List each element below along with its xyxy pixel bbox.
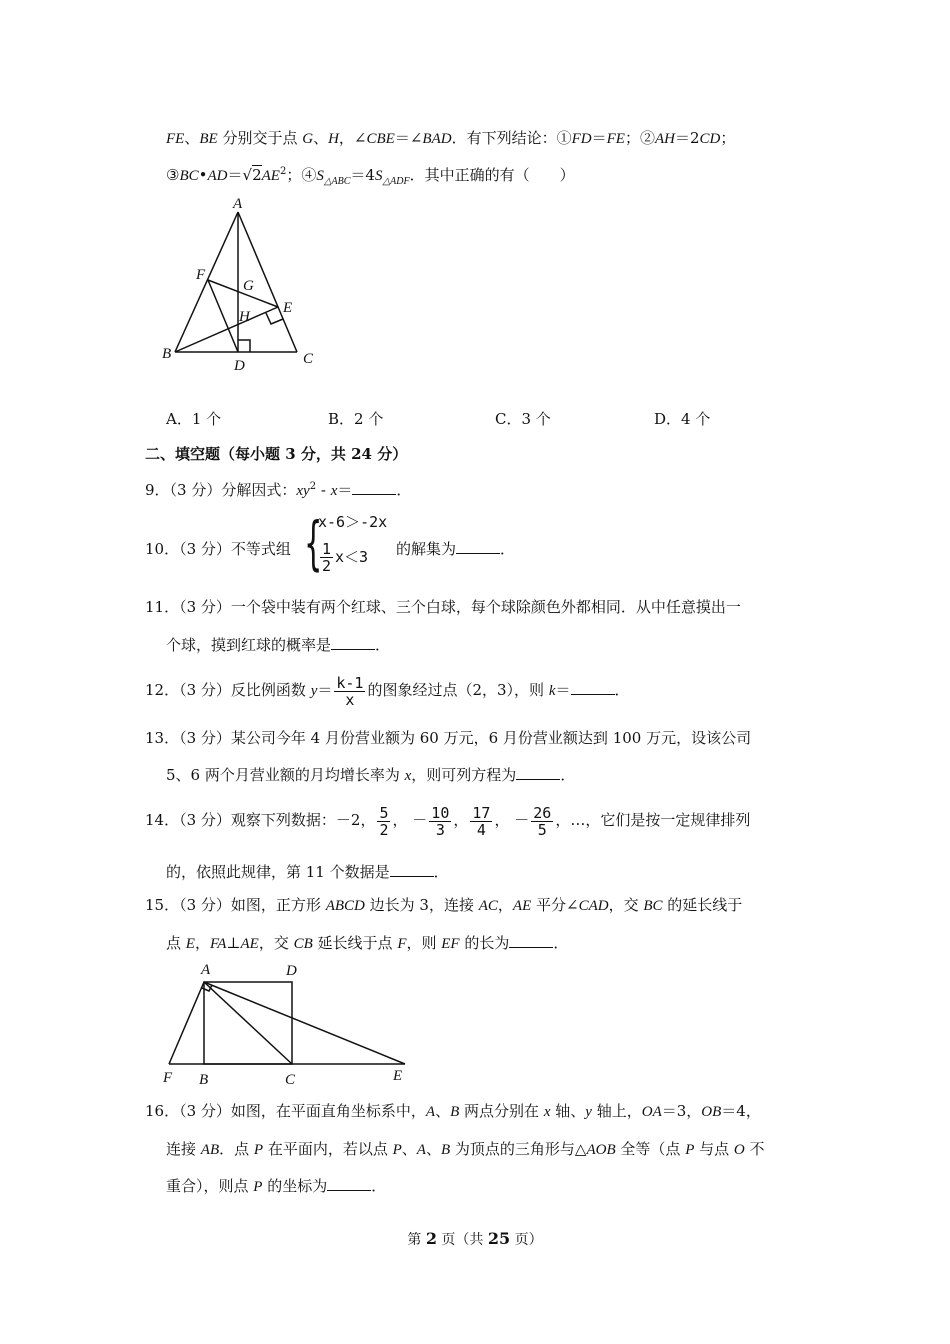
label-b: B (162, 346, 172, 362)
q14-pts: （3 分） (179, 811, 231, 829)
q16-t2: 两点分别在 (459, 1102, 544, 1120)
q13-pts: （3 分） (179, 729, 231, 747)
q13-end: ． (560, 766, 576, 784)
q16-line1 (145, 1100, 761, 1121)
q12-num: 12． (145, 681, 180, 699)
q8-two: 2 (252, 166, 262, 184)
q8-t4: ．有下列结论：① (451, 129, 572, 147)
label-f: F (196, 267, 206, 283)
segment-fd (208, 280, 238, 352)
q16-line2 (166, 1138, 765, 1159)
q8-triangle-figure (150, 192, 330, 377)
q8-tail: ．其中正确的有（ ） (409, 166, 575, 184)
label-d: D (286, 963, 297, 979)
label-a: A (233, 196, 243, 212)
q11-line1-text: 一个袋中装有两个红球、三个白球，每个球除颜色外都相同．从中任意摸出一 (230, 598, 741, 616)
q15-line1 (145, 894, 742, 915)
q12-eq: ＝ (317, 681, 333, 699)
q16-l2a: 连接 (166, 1140, 201, 1158)
q14-f2d: 3 (435, 820, 445, 839)
q16-a: A (425, 1104, 436, 1120)
q15-t6: 的延长线于 (662, 896, 743, 914)
q15-num: 15． (145, 896, 180, 914)
q9-eq: ＝ (337, 481, 353, 499)
q8-sep1: 、 (184, 129, 200, 147)
q8-option-b: B．2 个 (328, 410, 384, 428)
label-h: H (239, 309, 250, 325)
q14-t2: ，…，它们是按一定规律排列 (555, 811, 751, 829)
q8-be: BE (199, 131, 218, 147)
label-g: G (243, 278, 254, 294)
q12 (145, 672, 630, 709)
q16-p4: P (253, 1179, 263, 1195)
q15-t4: 平分∠ (531, 896, 579, 914)
q8-cd: CD (699, 131, 721, 147)
q8-t2: ，∠ (338, 129, 367, 147)
q8-line2 (166, 164, 575, 187)
q13-x: x (404, 768, 412, 784)
q12-end: ． (614, 681, 630, 699)
section-title: 二、填空题（每小题 3 分，共 24 分） (145, 445, 408, 463)
q8-ah: AH (654, 131, 675, 147)
q8-fe: FE (166, 131, 185, 147)
footer-mid: 页（共 (436, 1232, 488, 1248)
q11-line2 (166, 634, 390, 655)
q16-t4: 轴上， (591, 1102, 642, 1120)
q15-t1: 如图，正方形 (230, 896, 326, 914)
q16-b2: B (440, 1142, 451, 1158)
q16-l2h: 与点 (694, 1140, 734, 1158)
q14-f1n: 5 (379, 803, 389, 822)
q12-frac (334, 675, 365, 708)
q15-square-figure (155, 960, 420, 1090)
footer-total-pages: 25 (487, 1229, 511, 1248)
q12-pts: （3 分） (179, 681, 231, 699)
q8-t5: ；② (624, 129, 655, 147)
q13-line1-text: 某公司今年 4 月份营业额为 60 万元，6 月份营业额达到 100 万元，设该公司 (230, 729, 752, 747)
q16-pts: （3 分） (179, 1102, 231, 1120)
q15-ef: EF (441, 936, 460, 952)
q14-f4n: 26 (533, 803, 552, 822)
q9-num: 9． (145, 481, 170, 499)
q15-line2 (166, 932, 568, 953)
q8-option-c: C．3 个 (495, 410, 551, 428)
q15-f: F (397, 936, 407, 952)
q16-num: 16． (145, 1102, 180, 1120)
q10-ineq2-rest: x＜3 (335, 548, 369, 566)
q16-a2: A (416, 1142, 426, 1158)
q13-line2b: ，则可列方程为 (411, 766, 517, 784)
q16-ob: OB (701, 1104, 722, 1120)
q16-aob: AOB (586, 1142, 616, 1158)
q15-ae: AE (512, 898, 532, 914)
q8-eq1: ＝ (591, 129, 607, 147)
q11-answer-blank (331, 637, 375, 650)
q12-frac-den: x (345, 690, 355, 709)
q15-pts: （3 分） (179, 896, 231, 914)
q15-abcd: ABCD (325, 898, 365, 914)
right-angle-d (238, 340, 250, 352)
q15-t2: 边长为 3，连接 (364, 896, 479, 914)
q9-answer-blank (352, 482, 396, 495)
q10-after-text: 的解集为 (396, 540, 457, 558)
q8-option-a: A．1 个 (166, 410, 222, 428)
q12-k: k (548, 683, 556, 699)
q9-text: 分解因式： (221, 481, 297, 499)
q8-sq: 2 (279, 166, 287, 177)
q8-t6: ＝2 (674, 129, 700, 147)
q15-l2d: 延长线于点 (312, 934, 398, 952)
q8-eq: ＝ (227, 166, 243, 184)
q15-perp: ⊥ (226, 934, 241, 952)
label-f: F (163, 1070, 173, 1086)
q10-end: ． (500, 540, 516, 558)
q13-line2 (166, 764, 575, 785)
q9-xy: xy (296, 483, 310, 499)
q16-end: ． (371, 1177, 387, 1195)
q14-f3n: 17 (472, 803, 491, 822)
q16-l2f: 为顶点的三角形与△ (450, 1140, 587, 1158)
q14-frac2 (429, 805, 451, 838)
q8-c4: ；④ (286, 166, 317, 184)
q8-cbe: CBE (366, 131, 395, 147)
footer-post: 页） (510, 1232, 543, 1248)
q10-ineq1: x-6＞-2x (318, 513, 388, 531)
q16-b: B (450, 1104, 460, 1120)
q9-end: ． (396, 481, 412, 499)
q10-num: 10． (145, 540, 180, 558)
q16-l2e: 、 (425, 1140, 441, 1158)
q14-f4d: 5 (537, 820, 547, 839)
q14-neg2: － (514, 811, 530, 829)
q15-l2a: 点 (166, 934, 186, 952)
q14-f1d: 2 (379, 820, 389, 839)
q13-num: 13． (145, 729, 180, 747)
q14-sep3: ， (494, 811, 510, 829)
label-d: D (234, 358, 245, 374)
q11-num: 11． (145, 598, 180, 616)
q15-ae2: AE (240, 936, 259, 952)
q8-c3: ③ (166, 166, 180, 184)
segment-ac (204, 982, 292, 1064)
q15-t5: ，交 (608, 896, 644, 914)
q9-sup: 2 (309, 481, 317, 492)
q12-t2: 的图象经过点（2，3），则 (367, 681, 549, 699)
q8-option-d: D．4 个 (654, 410, 711, 428)
q15-cad: CAD (578, 898, 609, 914)
footer-pre: 第 (407, 1232, 426, 1248)
q14-frac1 (377, 805, 390, 838)
q16-sep: 、 (435, 1102, 451, 1120)
q15-cb: CB (293, 936, 313, 952)
q12-eq2: ＝ (555, 681, 571, 699)
q8-line1 (166, 127, 735, 148)
q16-l3a: 重合），则点 (166, 1177, 254, 1195)
q16-t5: ＝3， (661, 1102, 702, 1120)
q8-ae: AE (261, 168, 280, 184)
q13-line1 (145, 727, 751, 748)
q16-y: y (585, 1104, 592, 1120)
q16-l2c: 在平面内，若以点 (263, 1140, 393, 1158)
q9-rest: - (316, 481, 331, 499)
q12-y: y (310, 683, 318, 699)
segment-ae (204, 982, 405, 1064)
footer-page-number: 2 (425, 1229, 437, 1248)
q9 (145, 479, 411, 500)
label-e: E (283, 300, 293, 316)
q15-l2f: 的长为 (459, 934, 510, 952)
q8-s2: S (374, 168, 383, 184)
label-c: C (285, 1072, 296, 1088)
q10-answer-blank (456, 541, 500, 554)
q16-t6: ＝4， (721, 1102, 761, 1120)
q15-e: E (185, 936, 195, 952)
q16-p2: P (392, 1142, 402, 1158)
q14-neg1: － (412, 811, 428, 829)
q8-sep2: 、 (313, 129, 329, 147)
q14-sep1: ， (392, 811, 408, 829)
q8-eq2: ＝4 (350, 166, 375, 184)
q10-ineq2 (318, 541, 368, 574)
q15-l2b: ， (194, 934, 210, 952)
q12-frac-num: k-1 (336, 673, 364, 692)
q10-pts: （3 分） (179, 540, 231, 558)
q11-pts: （3 分） (179, 598, 231, 616)
q8-h: H (328, 131, 339, 147)
q10-frac-den: 2 (322, 557, 332, 575)
q8-fd: FD (571, 131, 592, 147)
q16-l2d: 、 (401, 1140, 417, 1158)
q10-brace: { (304, 509, 323, 577)
q16-l3b: 的坐标为 (262, 1177, 328, 1195)
q14-frac4 (531, 805, 553, 838)
q8-g: G (302, 131, 314, 147)
q8-s1: S (316, 168, 324, 184)
q11-line1 (145, 596, 741, 617)
q8-root: √ (242, 166, 253, 184)
q8-ad: AD (207, 168, 228, 184)
q8-dot: • (198, 166, 208, 184)
q14-line2 (166, 861, 449, 882)
segment-fa (169, 982, 204, 1064)
q8-t3: ＝∠ (394, 129, 423, 147)
q8-sub1: △ABC (323, 176, 351, 187)
q9-pts: （3 分） (169, 481, 222, 499)
q8-sub2: △ADF (382, 176, 410, 187)
q8-bc: BC (179, 168, 199, 184)
q15-fa: FA (209, 936, 227, 952)
q15-end: ． (553, 934, 569, 952)
q13-line2a: 5、6 两个月营业额的月均增长率为 (166, 766, 405, 784)
q14-line1 (145, 800, 750, 840)
q8-bad: BAD (422, 131, 452, 147)
q16-l2i: 不 (744, 1140, 765, 1158)
page-footer (0, 1229, 950, 1249)
q14-end: ． (433, 863, 449, 881)
q16-o: O (733, 1142, 745, 1158)
q15-l2e: ，则 (406, 934, 442, 952)
q16-p3: P (685, 1142, 695, 1158)
q11-line2-text: 个球，摸到红球的概率是 (166, 636, 332, 654)
q14-f2n: 10 (431, 803, 450, 822)
q12-t1: 反比例函数 (230, 681, 311, 699)
q15-ac: AC (478, 898, 498, 914)
label-e: E (393, 1068, 403, 1084)
q16-p: P (253, 1142, 264, 1158)
q10 (145, 538, 291, 559)
q16-answer-blank (327, 1178, 371, 1191)
q16-t3: 轴、 (550, 1102, 586, 1120)
q13-answer-blank (516, 767, 560, 780)
q14-line2-text: 的，依照此规律，第 11 个数据是 (166, 863, 390, 881)
q11-end: ． (375, 636, 391, 654)
q14-f3d: 4 (476, 820, 486, 839)
q15-answer-blank (509, 935, 553, 948)
q10-text: 不等式组 (230, 540, 291, 558)
q8-t1: 分别交于点 (217, 129, 303, 147)
q8-fe2: FE (606, 131, 625, 147)
q12-answer-blank (571, 682, 615, 695)
q15-bc: BC (643, 898, 663, 914)
q16-oa: OA (641, 1104, 662, 1120)
q16-line3 (166, 1175, 386, 1196)
segment-be (175, 307, 278, 352)
q16-t1: 如图，在平面直角坐标系中， (230, 1102, 426, 1120)
q16-l2g: 全等（点 (615, 1140, 686, 1158)
q14-num: 14． (145, 811, 180, 829)
q10-frac-num: 1 (322, 540, 332, 558)
label-c: C (303, 351, 314, 367)
q14-frac3 (470, 805, 492, 838)
q14-t1: 观察下列数据：－2， (230, 811, 376, 829)
label-a: A (201, 962, 211, 978)
q15-t3: ， (497, 896, 513, 914)
label-b: B (199, 1072, 209, 1088)
q14-sep2: ， (453, 811, 469, 829)
q14-answer-blank (390, 864, 434, 877)
q16-ab: AB (200, 1142, 220, 1158)
q8-t7: ； (720, 129, 736, 147)
q10-after (396, 538, 515, 559)
q9-x: x (330, 483, 338, 499)
q10-frac (320, 541, 333, 574)
q16-l2b: ．点 (219, 1140, 254, 1158)
q15-l2c: ，交 (258, 934, 294, 952)
q16-x: x (543, 1104, 551, 1120)
